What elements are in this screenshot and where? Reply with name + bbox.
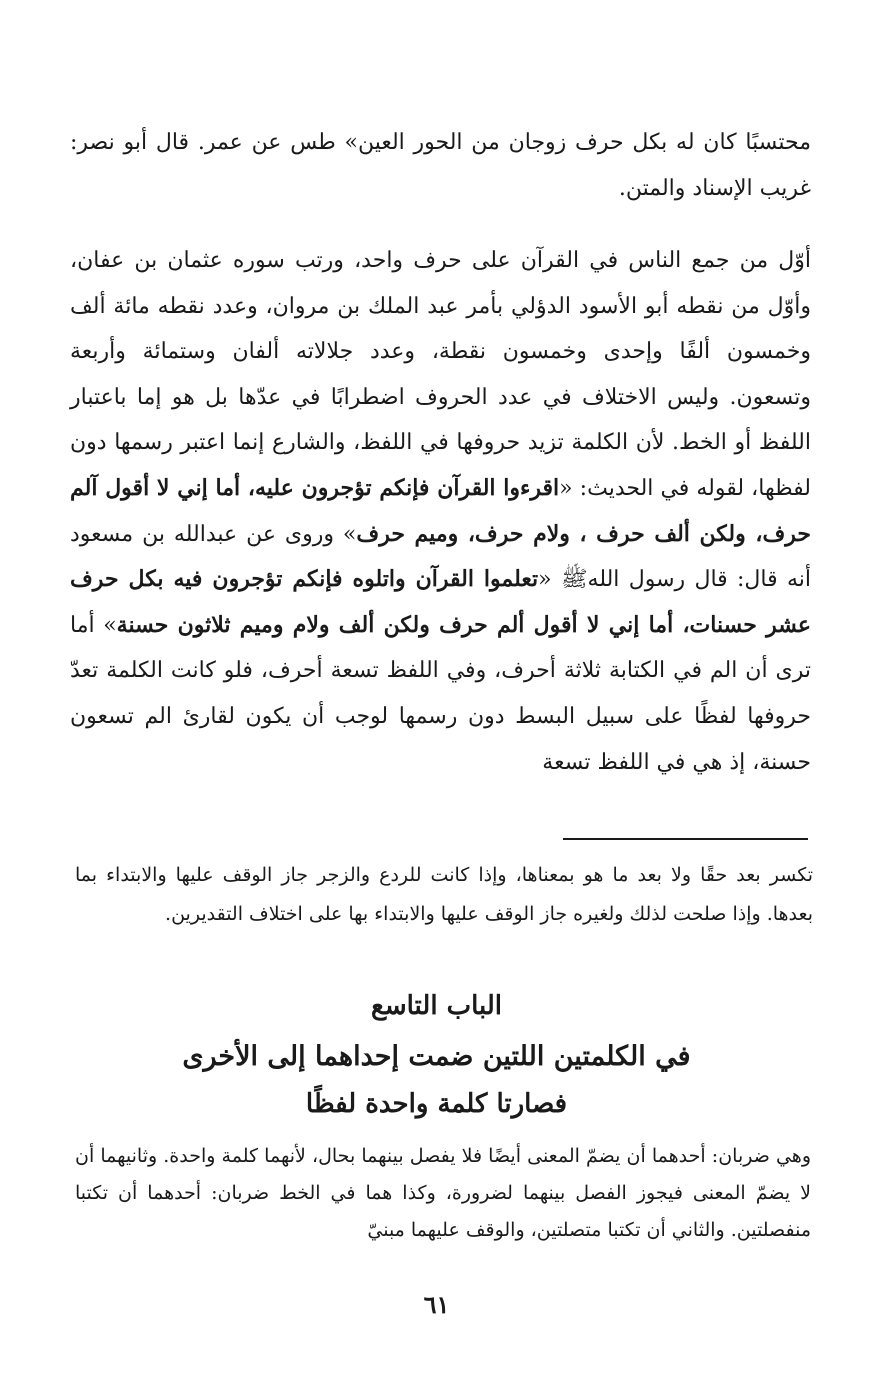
paragraph-continuation	[70, 120, 811, 211]
paragraph-text: » وروى عن عبدالله بن مسعود أنه قال: قال رسول اللهﷺ «	[70, 521, 811, 593]
chapter-title: الباب التاسع	[371, 991, 502, 1021]
paragraph-main	[70, 238, 811, 785]
hadith-quote-2: تعلموا القرآن واتلوه فإنكم تؤجرون فيه بكل حرف عشر حسنات، أما إني لا أقول ألم حرف ولكن ألف ولام وميم ثلاثون حسنة	[70, 566, 811, 638]
footnote-separator	[563, 838, 808, 840]
paragraph-text: أوّل من جمع الناس في القرآن على حرف واحد، ورتب سوره عثمان بن عفان، وأوّل من نقطه أبو الأسود الدؤلي بأمر عبد الملك بن مروان، وعدد نقطه مائة ألف وخمسون ألفًا وإحدى وخمسون نقطة، وعدد جلالاته ألفان وستمائة وأربعة وتسعون. وليس الاختلاف في عدد الحروف اضطرابًا في عدّها بل هو إما باعتبار اللفظ أو الخط. لأن الكلمة تزيد حروفها في اللفظ، والشارع إنما اعتبر رسمها دون لفظها، لقوله في الحديث: «	[70, 248, 811, 501]
page-number: ٦١	[423, 1290, 450, 1319]
footnote: تكسر بعد حقًا ولا بعد ما هو بمعناها، وإذا كانت للردع والزجر جاز الوقف عليها والابتداء بما بعدها. وإذا صلحت لذلك ولغيره جاز الوقف عليها والابتداء بها على اختلاف التقديرين.	[75, 864, 813, 925]
paragraph-text: » أما ترى أن الم في الكتابة ثلاثة أحرف، وفي اللفظ تسعة أحرف، فلو كانت الكلمة تعدّ حروفها لفظًا على سبيل البسط دون رسمها لوجب أن يكون لقارئ الم تسعون حسنة، إذ هي في اللفظ تسعة	[70, 612, 811, 775]
paragraph-text: محتسبًا كان له بكل حرف زوجان من الحور العين» طس عن عمر. قال أبو نصر: غريب الإسناد والمتن.	[70, 130, 811, 201]
chapter-body: وهي ضربان: أحدهما أن يضمّ المعنى أيضًا فلا يفصل بينهما بحال، لأنهما كلمة واحدة. وثانيهما أن لا يضمّ المعنى فيجوز الفصل بينهما لضرورة، وكذا هما في الخط ضربان: أحدهما أن تكتبا منفصلتين. والثاني أن تكتبا متصلتين، والوقف عليهما مبنيّ	[75, 1145, 811, 1241]
hadith-quote-1: اقرءوا القرآن فإنكم تؤجرون عليه، أما إني لا أقول آلم حرف، ولكن ألف حرف ، ولام حرف، وميم حرف	[70, 474, 812, 547]
chapter-subtitle-line-1: في الكلمتين اللتين ضمت إحداهما إلى الأخرى	[182, 1041, 691, 1072]
chapter-subtitle-line-2: فصارتا كلمة واحدة لفظًا	[305, 1089, 568, 1119]
